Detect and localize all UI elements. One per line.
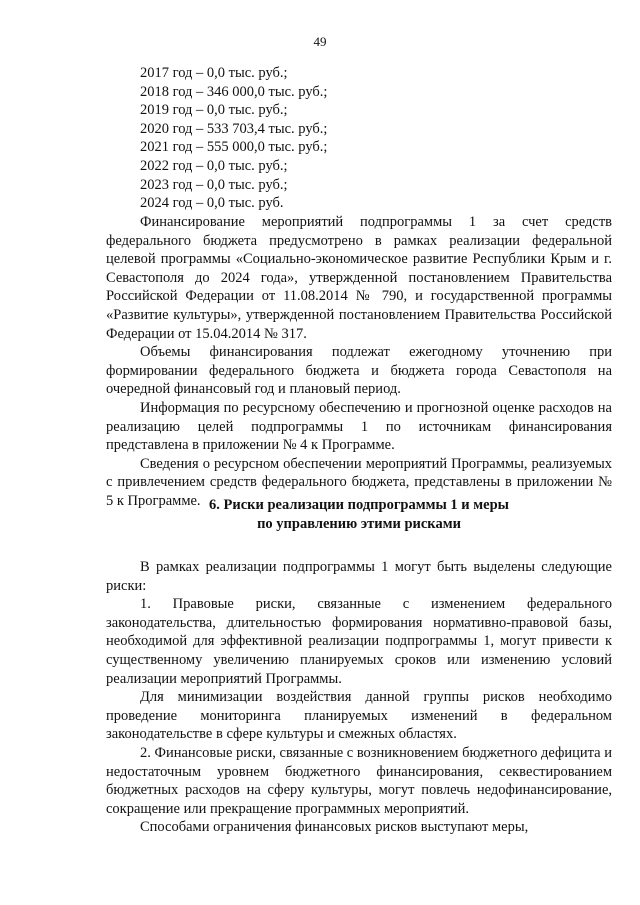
section-heading-line-2: по управлению этими рисками [257,516,461,532]
paragraph-federal-funding: Финансирование мероприятий подпрограммы 1 за счет средств федерального бюджета предусмотрено в рамках реализации федеральной целевой программы «Социально-экономическое развитие Республики Крым и г. Севастополя до 2024 года», утвержденной постановлением Правительства Российской Федерации от 11.08.2014 № 790, и государственной программы «Развитие культуры», утвержденной постановлением Правительства Российской Федерации от 15.04.2014 № 317. [106,214,612,342]
paragraph-funding-volumes: Объемы финансирования подлежат ежегодному уточнению при формировании федерального бюджета и бюджета города Севастополя на очередной финансовый год и плановый период. [106,344,612,398]
funding-year-item: 2019 год – 0,0 тыс. руб.; [140,102,288,119]
paragraph-risks-intro: В рамках реализации подпрограммы 1 могут быть выделены следующие риски: [106,559,612,594]
financing-section [106,213,612,511]
funding-year-item: 2021 год – 555 000,0 тыс. руб.; [140,139,328,156]
funding-year-item: 2024 год – 0,0 тыс. руб. [140,195,284,212]
risks-section [106,558,612,837]
paragraph-financial-risks: 2. Финансовые риски, связанные с возникновением бюджетного дефицита и недостаточным уровнем бюджетного финансирования, секвестированием бюджетных расходов на сферу культуры, могут повлечь недофинансирование, сокращение или прекращение программных мероприятий. [106,744,612,817]
funding-by-year-list [140,64,327,213]
funding-year-item: 2017 год – 0,0 тыс. руб.; [140,65,288,81]
funding-year-item: 2023 год – 0,0 тыс. руб.; [140,176,288,193]
funding-year-item: 2018 год – 346 000,0 тыс. руб.; [140,83,328,100]
paragraph-legal-risk-mitigation: Для минимизации воздействия данной группы рисков необходимо проведение мониторинга планируемых изменений в федеральном законодательстве в сфере культуры и смежных областях. [106,689,612,743]
paragraph-resource-info: Информация по ресурсному обеспечению и прогнозной оценке расходов на реализацию целей подпрограммы 1 по источникам финансирования представлена в приложении № 4 к Программе. [106,399,612,454]
page-number: 49 [313,34,327,49]
section-heading-line-1: 6. Риски реализации подпрограммы 1 и меры [209,497,509,513]
funding-year-item: 2020 год – 533 703,4 тыс. руб.; [140,120,328,137]
paragraph-financial-risk-mitigation: Способами ограничения финансовых рисков выступают меры, [140,819,529,836]
section-heading [106,496,612,534]
funding-year-item: 2022 год – 0,0 тыс. руб.; [140,157,288,174]
paragraph-legal-risks: 1. Правовые риски, связанные с изменением федерального законодательства, длительностью формирования нормативно-правовой базы, необходимой для эффективной реализации подпрограммы 1, могут привести к существенному увеличению планируемых сроков или изменению условий реализации мероприятий Программы. [106,596,612,687]
paragraph-resource-details: Сведения о ресурсном обеспечении мероприятий Программы, реализуемых с привлечением средств федерального бюджета, представлены в приложении № 5 к Программе. [106,455,612,509]
